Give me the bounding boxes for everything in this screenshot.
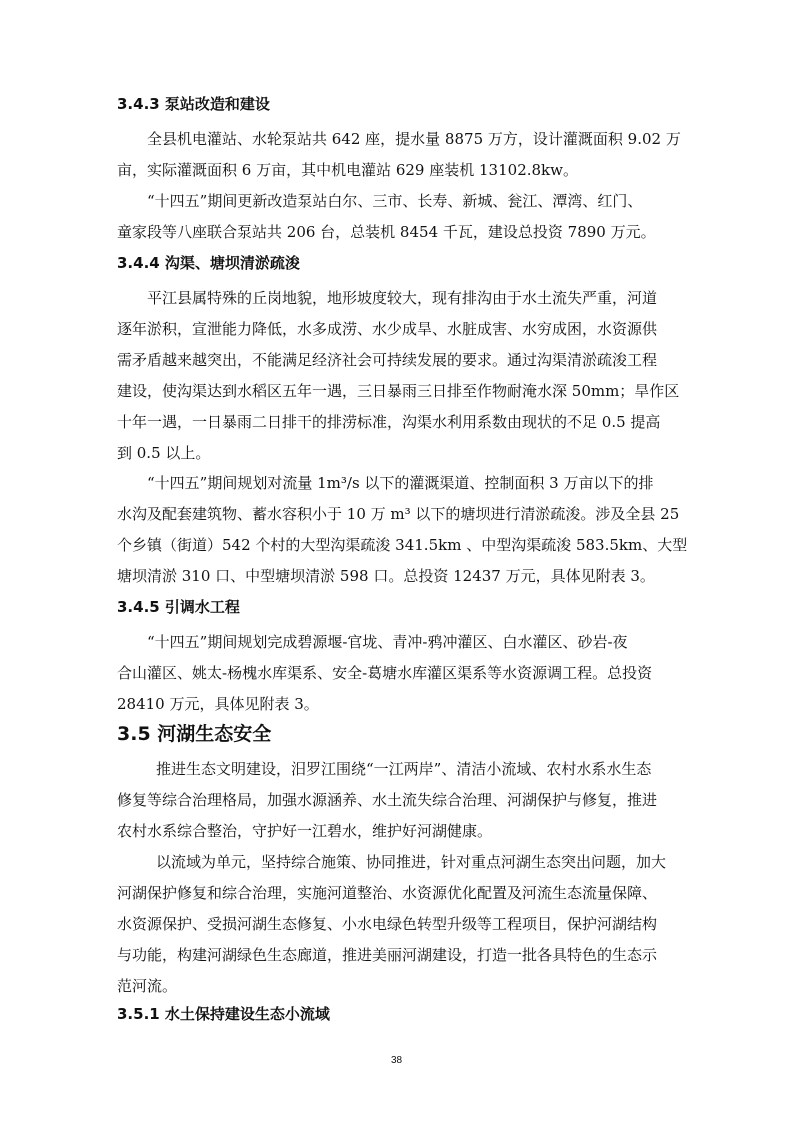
heading-3-4-5: 3.4.5 引调水工程 [117, 598, 240, 616]
paragraph-line: 童家段等八座联合泵站共 206 台，总装机 8454 千瓦，建设总投资 7890 万元。 [117, 223, 656, 241]
paragraph-line: 水资源保护、受损河湖生态修复、小水电绿色转型升级等工程项目，保护河湖结构 [117, 915, 658, 933]
paragraph-line: 28410 万元，具体见附表 3。 [117, 695, 319, 713]
page-number: 38 [390, 1055, 403, 1066]
paragraph-line: 平江县属特殊的丘岗地貌，地形坡度较大，现有排沟由于水土流失严重，河道 [147, 289, 658, 307]
paragraph-line: “十四五”期间更新改造泵站白尔、三市、长寿、新城、瓮江、潭湾、红门、 [147, 192, 643, 210]
paragraph-line: 推进生态文明建设，汨罗江围绕“一江两岸”、清洁小流域、农村水系水生态 [156, 760, 652, 778]
heading-3-5-1: 3.5.1 水土保持建设生态小流域 [117, 1005, 330, 1023]
paragraph-line: 塘坝清淤 310 口、中型塘坝清淤 598 口。总投资 12437 万元，具体见附表 3。 [117, 567, 655, 585]
paragraph-line: 修复等综合治理格局，加强水源涵养、水土流失综合治理、河湖保护与修复，推进 [117, 791, 658, 809]
paragraph-line: 合山灌区、姚太-杨槐水库渠系、安全-葛塘水库灌区渠系等水资源调工程。总投资 [117, 664, 653, 682]
paragraph-line: 河湖保护修复和综合治理，实施河道整治、水资源优化配置及河流生态流量保障、 [117, 884, 658, 902]
paragraph-line: 与功能，构建河湖绿色生态廊道，推进美丽河湖建设，打造一批各具特色的生态示 [117, 946, 658, 964]
paragraph-line: 到 0.5 以上。 [117, 444, 211, 462]
paragraph-line: “十四五”期间规划完成碧源堰-官垅、青冲-鸦冲灌区、白水灌区、砂岩-夜 [147, 633, 628, 651]
paragraph-line: 个乡镇（街道）542 个村的大型沟渠疏浚 341.5km 、中型沟渠疏浚 583.5km、大型 [117, 536, 688, 554]
paragraph-line: 逐年淤积，宣泄能力降低，水多成涝、水少成旱、水脏成害、水穷成困，水资源供 [117, 320, 658, 338]
paragraph-line: 农村水系综合整治，守护好一江碧水，维护好河湖健康。 [117, 822, 493, 840]
heading-3-5: 3.5 河湖生态安全 [117, 723, 272, 745]
paragraph-line: 亩，实际灌溉面积 6 万亩，其中机电灌站 629 座装机 13102.8kw。 [117, 161, 578, 179]
paragraph-line: 范河流。 [117, 977, 178, 995]
heading-3-4-4: 3.4.4 沟渠、塘坝清淤疏浚 [117, 254, 300, 272]
paragraph-line: 以流域为单元，坚持综合施策、协同推进，针对重点河湖生态突出问题，加大 [156, 853, 667, 871]
paragraph-line: 建设，使沟渠达到水稻区五年一遇，三日暴雨三日排至作物耐淹水深 50mm；旱作区 [117, 382, 680, 400]
paragraph-line: 水沟及配套建筑物、蓄水容积小于 10 万 m³ 以下的塘坝进行清淤疏浚。涉及全县 25 [117, 505, 680, 523]
paragraph-line: 全县机电灌站、水轮泵站共 642 座，提水量 8875 万方，设计灌溉面积 9.02 万 [147, 130, 681, 148]
heading-3-4-3: 3.4.3 泵站改造和建设 [117, 95, 270, 113]
paragraph-line: 十年一遇，一日暴雨二日排干的排涝标准，沟渠水利用系数由现状的不足 0.5 提高 [117, 413, 661, 431]
paragraph-line: 需矛盾越来越突出，不能满足经济社会可持续发展的要求。通过沟渠清淤疏浚工程 [117, 351, 658, 369]
paragraph-line: “十四五”期间规划对流量 1m³/s 以下的灌溉渠道、控制面积 3 万亩以下的排 [147, 474, 654, 492]
